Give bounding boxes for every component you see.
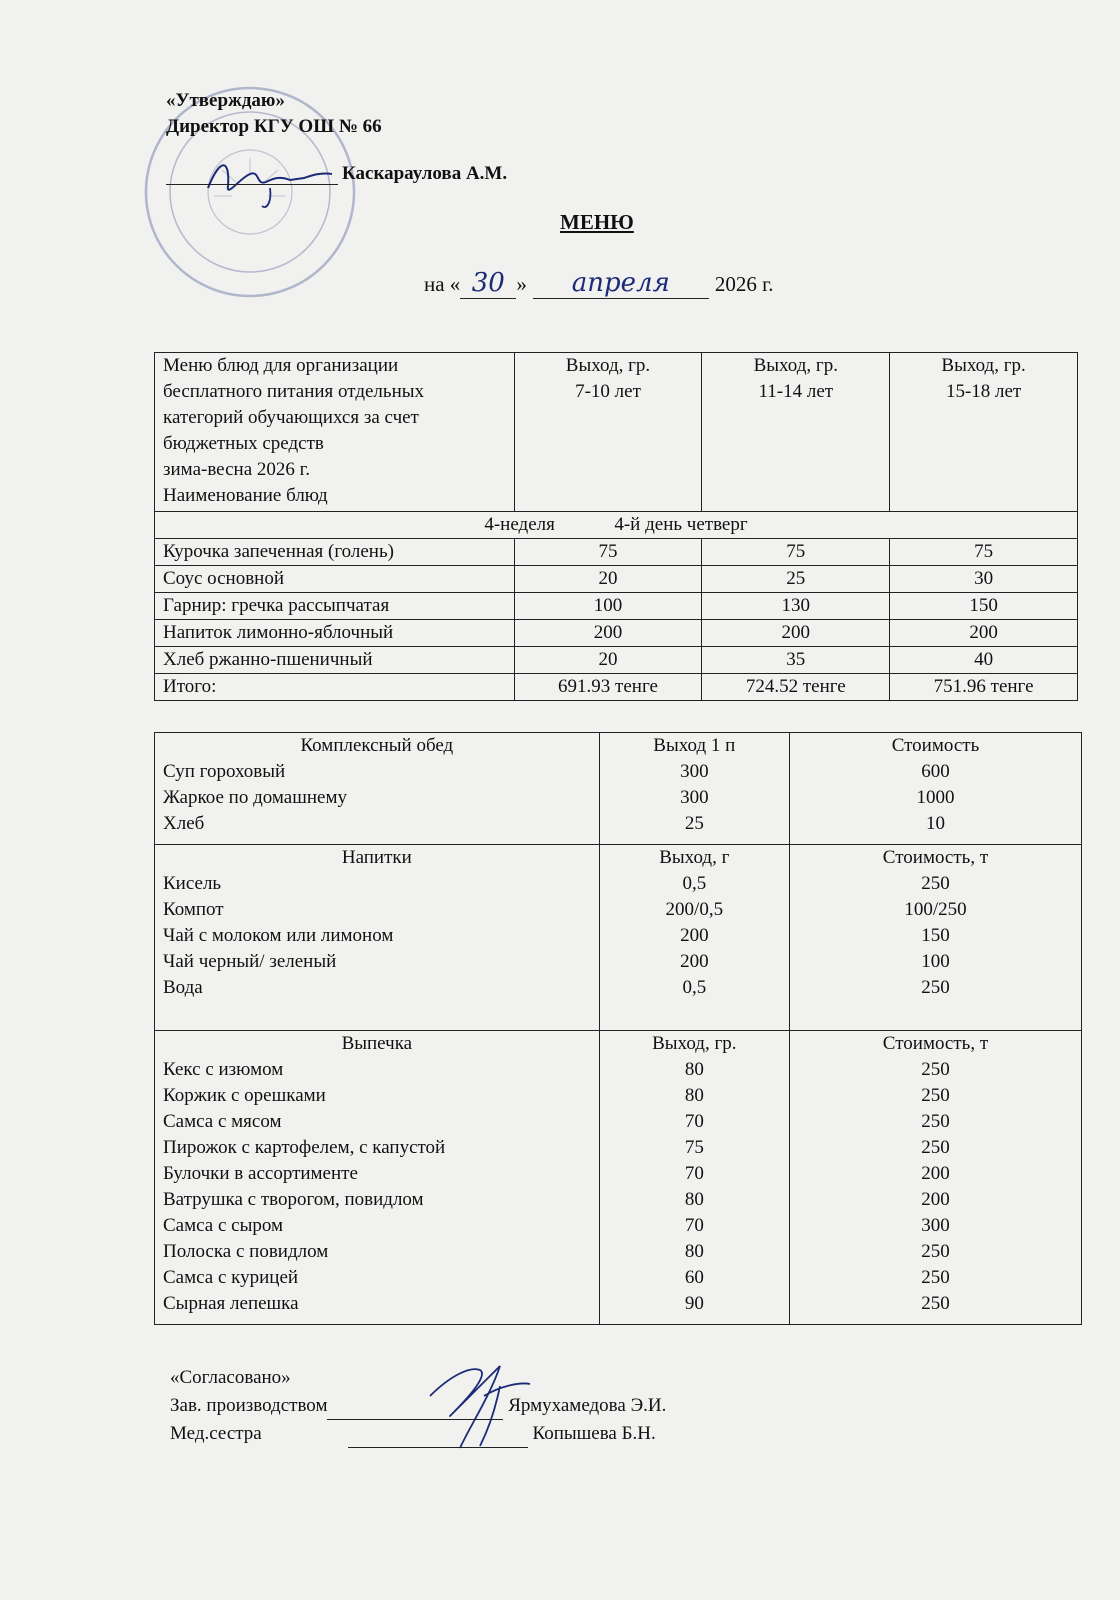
- cost-value: 250: [921, 1293, 950, 1314]
- date-prefix: на «: [424, 272, 461, 296]
- director-title: Директор КГУ ОШ № 66: [166, 116, 382, 137]
- out-value: 75: [684, 1137, 704, 1158]
- cost-value: 100: [921, 951, 950, 972]
- production-label: Зав. производством: [170, 1395, 328, 1416]
- col-label: Выход, гр.: [753, 355, 838, 376]
- header-col-15-18: [890, 353, 1078, 512]
- out-value: 0,5: [682, 977, 707, 998]
- week-row: [155, 512, 1078, 539]
- lunch-out: [599, 733, 789, 845]
- menu-table: [154, 352, 1078, 701]
- header-name-cell: [155, 353, 515, 512]
- dish-out-7-10: 20: [514, 566, 702, 593]
- cost-value: 250: [921, 1241, 950, 1262]
- list-item: Самса с курицей: [163, 1267, 299, 1288]
- out-value: 70: [684, 1215, 704, 1236]
- signature-blank: [348, 1425, 528, 1448]
- col-header: Стоимость: [891, 735, 980, 756]
- dish-out-15-18: 150: [890, 593, 1078, 620]
- production-line: [170, 1392, 666, 1420]
- nurse-name: Копышева Б.Н.: [532, 1423, 656, 1444]
- cost-value: 250: [921, 1111, 950, 1132]
- dish-out-15-18: 40: [890, 647, 1078, 674]
- list-item: Вода: [163, 977, 203, 998]
- drinks-out: [599, 845, 789, 1031]
- dish-out-15-18: 200: [890, 620, 1078, 647]
- out-value: 80: [684, 1085, 704, 1106]
- out-value: 300: [680, 761, 709, 782]
- list-item: Булочки в ассортименте: [163, 1163, 358, 1184]
- out-value: 200: [680, 951, 709, 972]
- header-line: Наименование блюд: [163, 485, 328, 506]
- cost-value: 250: [921, 1059, 950, 1080]
- table-row: [155, 647, 1078, 674]
- list-item: Чай с молоком или лимоном: [163, 925, 394, 946]
- nurse-line: [170, 1420, 666, 1448]
- out-value: 60: [684, 1267, 704, 1288]
- cost-value: 250: [921, 1085, 950, 1106]
- director-name: Каскараулова А.М.: [342, 163, 508, 184]
- list-item: Чай черный/ зеленый: [163, 951, 337, 972]
- out-value: 0,5: [682, 873, 707, 894]
- list-item: Компот: [163, 899, 224, 920]
- cost-value: 10: [925, 813, 945, 834]
- lunch-title: Комплексный обед: [300, 735, 454, 756]
- list-item: Пирожок с картофелем, с капустой: [163, 1137, 446, 1158]
- date-line: [424, 268, 774, 299]
- list-item: Самса с мясом: [163, 1111, 282, 1132]
- signature-blank: [327, 1397, 503, 1420]
- out-value: 80: [684, 1059, 704, 1080]
- dish-out-11-14: 130: [702, 593, 890, 620]
- cost-value: 200: [921, 1163, 950, 1184]
- dish-out-11-14: 35: [702, 647, 890, 674]
- header-col-11-14: [702, 353, 890, 512]
- list-item: Жаркое по домашнему: [163, 787, 347, 808]
- bakery-names: [155, 1031, 600, 1325]
- dish-out-11-14: 75: [702, 539, 890, 566]
- list-item: Хлеб: [163, 813, 205, 834]
- director-signature-line: [166, 162, 507, 185]
- drinks-cost: [789, 845, 1081, 1031]
- col-header: Выход, гр.: [652, 1033, 737, 1054]
- list-item: Кисель: [163, 873, 222, 894]
- dish-out-11-14: 200: [702, 620, 890, 647]
- list-item: Ватрушка с творогом, повидлом: [163, 1189, 424, 1210]
- list-item: Полоска с повидлом: [163, 1241, 329, 1262]
- out-value: 80: [684, 1189, 704, 1210]
- nurse-label: Мед.сестра: [170, 1423, 262, 1444]
- header-line: бесплатного питания отдельных: [163, 381, 424, 402]
- week-label: 4-неделя: [484, 514, 555, 535]
- approve-label: «Утверждаю»: [166, 90, 285, 111]
- total-11-14: 724.52 тенге: [702, 674, 890, 701]
- cost-value: 600: [921, 761, 950, 782]
- list-item: Сырная лепешка: [163, 1293, 299, 1314]
- production-name: Ярмухамедова Э.И.: [508, 1395, 667, 1416]
- dish-out-15-18: 75: [890, 539, 1078, 566]
- header-line: Меню блюд для организации: [163, 355, 399, 376]
- col-label: Выход, гр.: [941, 355, 1026, 376]
- dish-out-11-14: 25: [702, 566, 890, 593]
- drinks-section: [155, 845, 1082, 1031]
- col-age: 15-18 лет: [945, 381, 1022, 402]
- cost-value: 250: [921, 1267, 950, 1288]
- menu-table-header: [155, 353, 1078, 512]
- col-age: 7-10 лет: [575, 381, 641, 402]
- header-line: бюджетных средств: [163, 433, 324, 454]
- approval-block: [166, 88, 382, 140]
- cost-value: 300: [921, 1215, 950, 1236]
- bakery-title: Выпечка: [341, 1033, 413, 1054]
- col-header: Выход, г: [659, 847, 730, 868]
- cost-value: 250: [921, 1137, 950, 1158]
- footer-agreement: [170, 1364, 666, 1448]
- date-mid: »: [516, 272, 527, 296]
- total-15-18: 751.96 тенге: [890, 674, 1078, 701]
- bakery-cost: [789, 1031, 1081, 1325]
- out-value: 80: [684, 1241, 704, 1262]
- out-value: 70: [684, 1163, 704, 1184]
- day-label: 4-й день четверг: [614, 514, 748, 535]
- out-value: 200: [680, 925, 709, 946]
- out-value: 25: [684, 813, 704, 834]
- dish-out-7-10: 200: [514, 620, 702, 647]
- dish-out-7-10: 100: [514, 593, 702, 620]
- list-item: Самса с сыром: [163, 1215, 284, 1236]
- col-label: Выход, гр.: [565, 355, 651, 376]
- cost-value: 1000: [916, 787, 955, 808]
- col-header: Стоимость, т: [882, 1033, 989, 1054]
- dish-out-7-10: 20: [514, 647, 702, 674]
- signature-blank: [166, 162, 338, 185]
- col-header: Выход 1 п: [653, 735, 736, 756]
- total-row: [155, 674, 1078, 701]
- col-header: Стоимость, т: [882, 847, 989, 868]
- dish-out-15-18: 30: [890, 566, 1078, 593]
- table-row: [155, 620, 1078, 647]
- dish-name: Хлеб ржанно-пшеничный: [155, 647, 515, 674]
- bakery-out: [599, 1031, 789, 1325]
- out-value: 300: [680, 787, 709, 808]
- header-col-7-10: [514, 353, 702, 512]
- header-line: категорий обучающихся за счет: [163, 407, 419, 428]
- total-7-10: 691.93 тенге: [514, 674, 702, 701]
- list-item: Суп гороховый: [163, 761, 286, 782]
- list-item: Кекс с изюмом: [163, 1059, 284, 1080]
- out-value: 70: [684, 1111, 704, 1132]
- bakery-section: [155, 1031, 1082, 1325]
- col-age: 11-14 лет: [758, 381, 834, 402]
- out-value: 90: [684, 1293, 704, 1314]
- date-month: апреля: [571, 268, 670, 298]
- list-item: Коржик с орешками: [163, 1085, 326, 1106]
- cost-value: 100/250: [904, 899, 967, 920]
- out-value: 200/0,5: [665, 899, 724, 920]
- drinks-names: [155, 845, 600, 1031]
- page-title: МЕНЮ: [560, 210, 634, 234]
- dish-name: Напиток лимонно-яблочный: [155, 620, 515, 647]
- dish-out-7-10: 75: [514, 539, 702, 566]
- cost-value: 250: [921, 873, 950, 894]
- cost-value: 250: [921, 977, 950, 998]
- total-label: Итого:: [155, 674, 515, 701]
- dish-name: Гарнир: гречка рассыпчатая: [155, 593, 515, 620]
- table-row: [155, 566, 1078, 593]
- dish-name: Соус основной: [155, 566, 515, 593]
- lunch-section: [155, 733, 1082, 845]
- table-row: [155, 593, 1078, 620]
- week-day-cell: [155, 512, 1078, 539]
- date-day: 30: [471, 268, 505, 298]
- table-row: [155, 539, 1078, 566]
- drinks-title: Напитки: [341, 847, 412, 868]
- dish-name: Курочка запеченная (голень): [155, 539, 515, 566]
- agreed-label: «Согласовано»: [170, 1367, 291, 1388]
- date-year: 2026 г.: [714, 272, 774, 296]
- header-line: зима-весна 2026 г.: [163, 459, 311, 480]
- paid-menu-table: [154, 732, 1082, 1325]
- lunch-cost: [789, 733, 1081, 845]
- cost-value: 150: [921, 925, 950, 946]
- lunch-names: [155, 733, 600, 845]
- cost-value: 200: [921, 1189, 950, 1210]
